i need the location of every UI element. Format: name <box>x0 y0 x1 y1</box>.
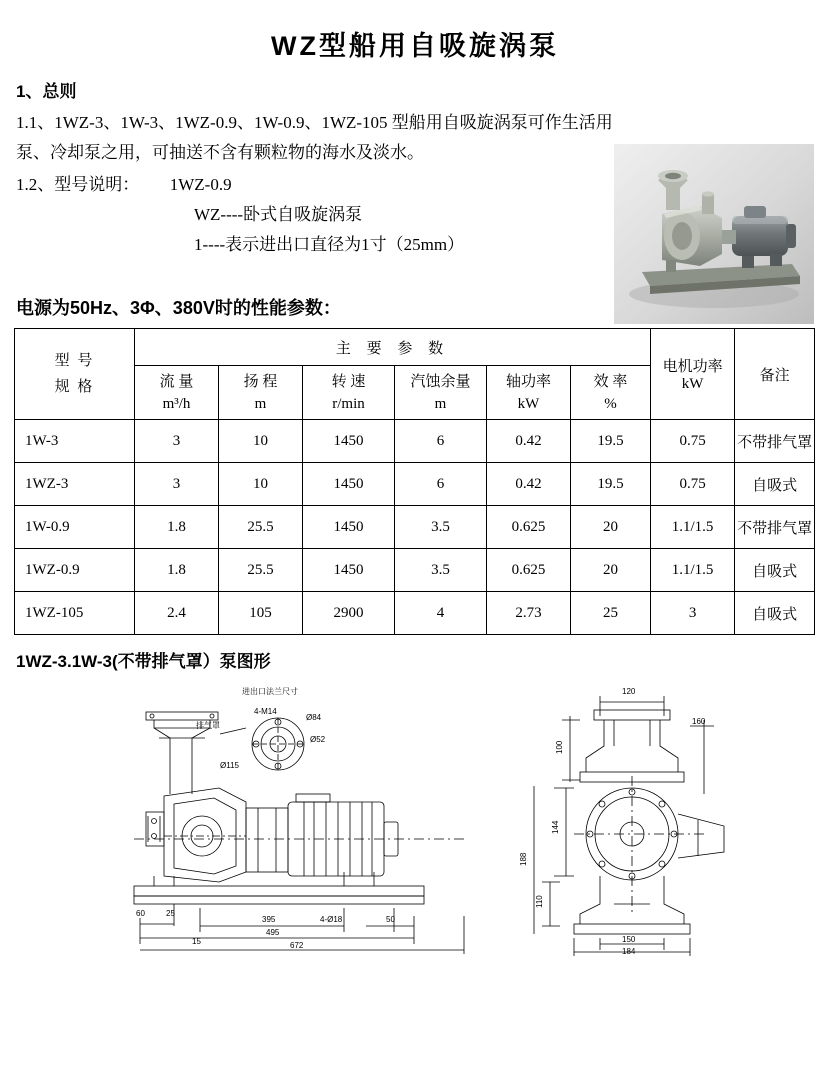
cell-shaft-power: 0.625 <box>487 549 571 592</box>
label-dim-144: 144 <box>551 820 560 834</box>
header-npsh <box>395 366 487 420</box>
cell-efficiency: 20 <box>571 506 651 549</box>
header-shaft-line2: kW <box>517 395 540 412</box>
cell-speed: 1450 <box>303 549 395 592</box>
cell-npsh: 6 <box>395 463 487 506</box>
cell-remark: 自吸式 <box>735 592 815 635</box>
table-row <box>15 463 815 506</box>
label-dim-188: 188 <box>519 852 528 866</box>
header-speed-line2: r/min <box>332 395 365 412</box>
cell-model: 1WZ-3 <box>15 463 135 506</box>
label-dim-184: 184 <box>622 947 636 956</box>
label-dim-4x18: 4-Ø18 <box>320 915 343 924</box>
model-note-1: WZ----卧式自吸旋涡泵 <box>194 205 363 224</box>
label-d52: Ø52 <box>310 735 326 744</box>
pump-product-photo <box>614 144 814 324</box>
header-main-params: 主 要 参 数 <box>135 329 651 366</box>
header-npsh-line2: m <box>434 395 447 412</box>
header-shaft-power <box>487 366 571 420</box>
figure-caption: 1WZ-3.1W-3(不带排气罩）泵图形 <box>16 652 271 671</box>
label-dim-160: 160 <box>692 717 706 726</box>
cell-efficiency: 20 <box>571 549 651 592</box>
cell-speed: 1450 <box>303 420 395 463</box>
cell-shaft-power: 0.42 <box>487 420 571 463</box>
label-dim-120: 120 <box>622 687 636 696</box>
label-dim-100: 100 <box>555 740 564 754</box>
table-row <box>15 506 815 549</box>
header-remark: 备注 <box>735 329 815 420</box>
label-dim-672: 672 <box>290 941 304 950</box>
technical-drawing <box>14 676 814 956</box>
cell-motor-power: 1.1/1.5 <box>651 506 735 549</box>
cell-remark: 不带排气罩 <box>735 506 815 549</box>
cell-speed: 1450 <box>303 506 395 549</box>
header-npsh-line1: 汽蚀余量 <box>410 373 471 390</box>
model-note-2: 1----表示进出口直径为1寸（25mm） <box>194 235 465 254</box>
label-holes: 4-M14 <box>254 707 277 716</box>
cell-flow: 1.8 <box>135 506 219 549</box>
label-d115: Ø115 <box>220 761 239 770</box>
header-eff-line1: 效 率 <box>593 373 628 390</box>
document-page <box>0 24 830 1092</box>
power-conditions-heading: 电源为50Hz、3Φ、380V时的性能参数： <box>16 298 341 318</box>
cell-efficiency: 19.5 <box>571 420 651 463</box>
label-dim-60: 60 <box>136 909 145 918</box>
header-speed <box>303 366 395 420</box>
label-dim-50: 50 <box>386 915 395 924</box>
cell-head: 25.5 <box>219 506 303 549</box>
cell-shaft-power: 0.625 <box>487 506 571 549</box>
header-motor-line1: 电机功率 <box>662 359 723 375</box>
table-row <box>15 420 815 463</box>
table-header-row-1 <box>15 329 815 366</box>
header-model-line1: 型 号 <box>54 353 95 369</box>
cell-remark: 自吸式 <box>735 463 815 506</box>
page-title: WZ型船用自吸旋涡泵 <box>271 31 559 61</box>
cell-motor-power: 3 <box>651 592 735 635</box>
header-speed-line1: 转 速 <box>331 373 366 390</box>
label-flange-title: 进出口法兰尺寸 <box>242 687 298 696</box>
header-eff-line2: % <box>604 395 617 412</box>
header-flow-line2: m³/h <box>162 395 191 412</box>
cell-speed: 2900 <box>303 592 395 635</box>
model-explain-value: 1WZ-0.9 <box>169 175 232 194</box>
cell-flow: 1.8 <box>135 549 219 592</box>
table-row <box>15 549 815 592</box>
cell-head: 10 <box>219 420 303 463</box>
cell-flow: 3 <box>135 463 219 506</box>
cell-head: 25.5 <box>219 549 303 592</box>
cell-model: 1WZ-105 <box>15 592 135 635</box>
label-dim-395: 395 <box>262 915 276 924</box>
cell-remark: 自吸式 <box>735 549 815 592</box>
cell-model: 1W-0.9 <box>15 506 135 549</box>
cell-remark: 不带排气罩 <box>735 420 815 463</box>
header-motor-power <box>651 329 735 420</box>
cell-npsh: 3.5 <box>395 506 487 549</box>
header-flow <box>135 366 219 420</box>
label-dim-495: 495 <box>266 928 280 937</box>
cell-speed: 1450 <box>303 463 395 506</box>
label-dim-15: 15 <box>192 937 201 946</box>
cell-model: 1WZ-0.9 <box>15 549 135 592</box>
header-head-line1: 扬 程 <box>243 373 278 390</box>
model-explain-label: 1.2、型号说明： <box>16 175 140 194</box>
header-motor-line2: kW <box>681 376 704 392</box>
cell-head: 10 <box>219 463 303 506</box>
label-dim-25: 25 <box>166 909 175 918</box>
label-vent-cover: 排气罩 <box>196 721 220 730</box>
header-head <box>219 366 303 420</box>
section-1-heading: 1、总则 <box>16 82 77 101</box>
cell-shaft-power: 0.42 <box>487 463 571 506</box>
cell-motor-power: 0.75 <box>651 420 735 463</box>
label-dim-110: 110 <box>535 895 544 908</box>
cell-flow: 2.4 <box>135 592 219 635</box>
pump-photo-illustration <box>614 144 814 324</box>
cell-efficiency: 25 <box>571 592 651 635</box>
paragraph-1-1: 1.1、1WZ-3、1W-3、1WZ-0.9、1W-0.9、1WZ-105 型船用自吸旋涡泵可作生活用泵、冷却泵之用，可抽送不含有颗粒物的海水及淡水。 <box>16 113 613 162</box>
pump-dimension-drawing <box>14 676 814 956</box>
cell-head: 105 <box>219 592 303 635</box>
table-row <box>15 592 815 635</box>
cell-shaft-power: 2.73 <box>487 592 571 635</box>
label-dim-150: 150 <box>622 935 636 944</box>
header-efficiency <box>571 366 651 420</box>
cell-motor-power: 0.75 <box>651 463 735 506</box>
header-model-cell <box>15 329 135 420</box>
label-d84: Ø84 <box>306 713 322 722</box>
header-flow-line1: 流 量 <box>159 373 194 390</box>
cell-npsh: 3.5 <box>395 549 487 592</box>
cell-npsh: 4 <box>395 592 487 635</box>
cell-model: 1W-3 <box>15 420 135 463</box>
header-head-line2: m <box>254 395 267 412</box>
performance-table <box>14 328 815 635</box>
cell-flow: 3 <box>135 420 219 463</box>
cell-motor-power: 1.1/1.5 <box>651 549 735 592</box>
cell-npsh: 6 <box>395 420 487 463</box>
header-model-line2: 规 格 <box>54 379 95 395</box>
header-shaft-line1: 轴功率 <box>505 373 551 390</box>
cell-efficiency: 19.5 <box>571 463 651 506</box>
